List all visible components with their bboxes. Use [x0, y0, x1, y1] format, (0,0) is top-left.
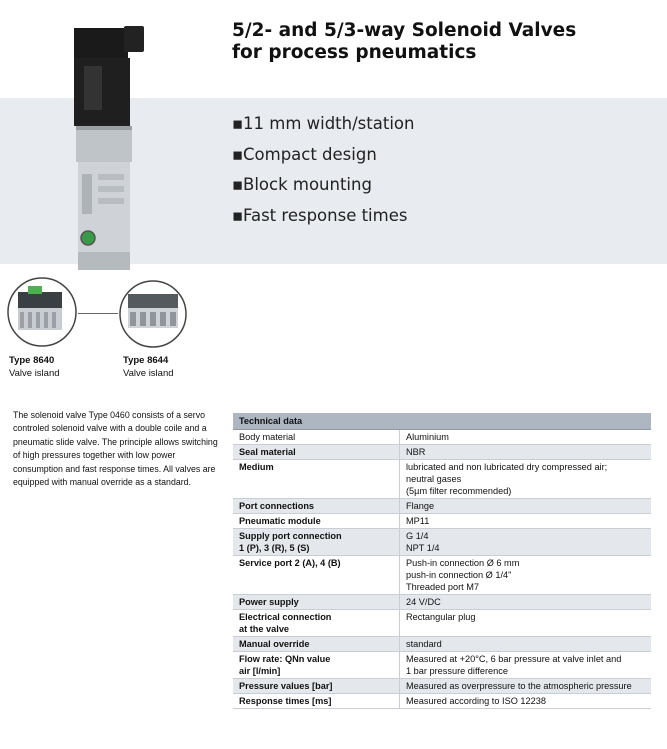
row-label-text: 1 (P), 3 (R), 5 (S) [239, 543, 310, 553]
feature-item [232, 144, 414, 175]
row-label-text: Body material [239, 432, 296, 442]
table-row [233, 556, 651, 595]
island-caption [123, 354, 174, 380]
feature-text: Compact design [243, 144, 377, 164]
technical-data-table [233, 413, 651, 709]
row-label [233, 430, 400, 445]
row-value [400, 652, 652, 679]
row-value-text: MP11 [406, 516, 430, 526]
row-value-text: G 1/4 [406, 531, 429, 541]
row-value [400, 529, 652, 556]
table-header-row [233, 413, 651, 430]
row-value [400, 679, 652, 694]
row-value-text: Measured according to ISO 12238 [406, 696, 546, 706]
row-label [233, 499, 400, 514]
island-type: Type 8644 [123, 355, 169, 366]
row-label-text: Seal material [239, 447, 296, 457]
row-value [400, 637, 652, 652]
bullet-icon: ▪ [232, 114, 244, 133]
bullet-icon: ▪ [232, 205, 244, 225]
row-value [400, 556, 652, 595]
row-value [400, 445, 652, 460]
row-value-text: NPT 1/4 [406, 543, 440, 553]
feature-item [232, 113, 414, 144]
row-label [233, 652, 400, 679]
row-value-text: Push-in connection Ø 6 mm [406, 558, 520, 568]
row-value-text: Measured at +20°C, 6 bar pressure at valve inlet and [406, 654, 622, 664]
table-row [233, 445, 651, 460]
table-row [233, 595, 651, 610]
solenoid-valve-image [68, 24, 148, 272]
title-line-2: for process pneumatics [232, 42, 477, 63]
row-label [233, 445, 400, 460]
table-header: Technical data [233, 413, 651, 430]
feature-item [232, 174, 414, 205]
feature-list [232, 113, 414, 235]
row-value-text: neutral gases [406, 474, 462, 484]
row-value [400, 610, 652, 637]
row-label [233, 514, 400, 529]
bullet-icon: ▪ [232, 144, 244, 164]
page-title [232, 20, 652, 64]
row-label-text: Port connections [239, 501, 315, 511]
row-value-text: lubricated and non lubricated dry compressed air; [406, 462, 608, 472]
row-label-text: Supply port connection [239, 531, 342, 541]
table-row [233, 460, 651, 499]
row-value-text: Threaded port M7 [406, 582, 480, 592]
row-label [233, 637, 400, 652]
table-row [233, 499, 651, 514]
row-label-text: Flow rate: QNn value [239, 654, 331, 664]
row-label [233, 556, 400, 595]
row-value-text: Measured as overpressure to the atmospheric pressure [406, 681, 632, 691]
row-label-text: Service port 2 (A), 4 (B) [239, 558, 341, 568]
row-value [400, 430, 652, 445]
row-value-text: (5µm filter recommended) [406, 486, 512, 496]
row-label-text: Medium [239, 462, 274, 472]
row-value [400, 460, 652, 499]
row-label-text: Response times [ms] [239, 696, 332, 706]
row-value-text: Flange [406, 501, 435, 511]
row-value [400, 595, 652, 610]
row-value-text: 1 bar pressure difference [406, 666, 508, 676]
product-description: The solenoid valve Type 0460 consists of a servo controled solenoid valve with a double coile and a pneumatic slide valve. The principle allows switching of high pressures together with low power consumption and fast response times. All valves are equipped with manual override as a standard. [13, 410, 218, 488]
row-value-text: standard [406, 639, 442, 649]
row-value [400, 514, 652, 529]
row-label [233, 529, 400, 556]
row-value-text: NBR [406, 447, 426, 457]
table-row [233, 610, 651, 637]
island-type: Type 8640 [9, 355, 55, 366]
row-label [233, 460, 400, 499]
feature-item [232, 205, 414, 236]
row-value [400, 694, 652, 709]
row-label-text: air [l/min] [239, 666, 281, 676]
valve-island-8640-image [6, 272, 78, 348]
table-row [233, 430, 651, 445]
table-row [233, 694, 651, 709]
row-value-text: Rectangular plug [406, 612, 476, 622]
feature-text: 11 mm width/station [243, 114, 415, 133]
row-label [233, 679, 400, 694]
table-row [233, 637, 651, 652]
connector-line [78, 313, 118, 314]
feature-text: Block mounting [243, 175, 372, 194]
island-label: Valve island [123, 368, 174, 379]
table-row [233, 514, 651, 529]
row-value-text: push-in connection Ø 1/4" [406, 570, 512, 580]
row-value-text: Aluminium [406, 432, 449, 442]
row-label-text: Pressure values [bar] [239, 681, 333, 691]
title-line-1: 5/2- and 5/3-way Solenoid Valves [232, 20, 577, 41]
row-value [400, 499, 652, 514]
island-label: Valve island [9, 368, 60, 379]
row-label-text: Manual override [239, 639, 310, 649]
row-value-text: 24 V/DC [406, 597, 441, 607]
feature-text: Fast response times [243, 205, 408, 225]
table-row [233, 679, 651, 694]
bullet-icon: ▪ [232, 175, 244, 194]
row-label [233, 610, 400, 637]
valve-island-8644-image [118, 276, 188, 348]
island-caption [9, 354, 60, 380]
row-label-text: Power supply [239, 597, 299, 607]
row-label [233, 595, 400, 610]
table-row [233, 652, 651, 679]
row-label-text: at the valve [239, 624, 290, 634]
table-row [233, 529, 651, 556]
row-label-text: Electrical connection [239, 612, 332, 622]
row-label-text: Pneumatic module [239, 516, 321, 526]
row-label [233, 694, 400, 709]
